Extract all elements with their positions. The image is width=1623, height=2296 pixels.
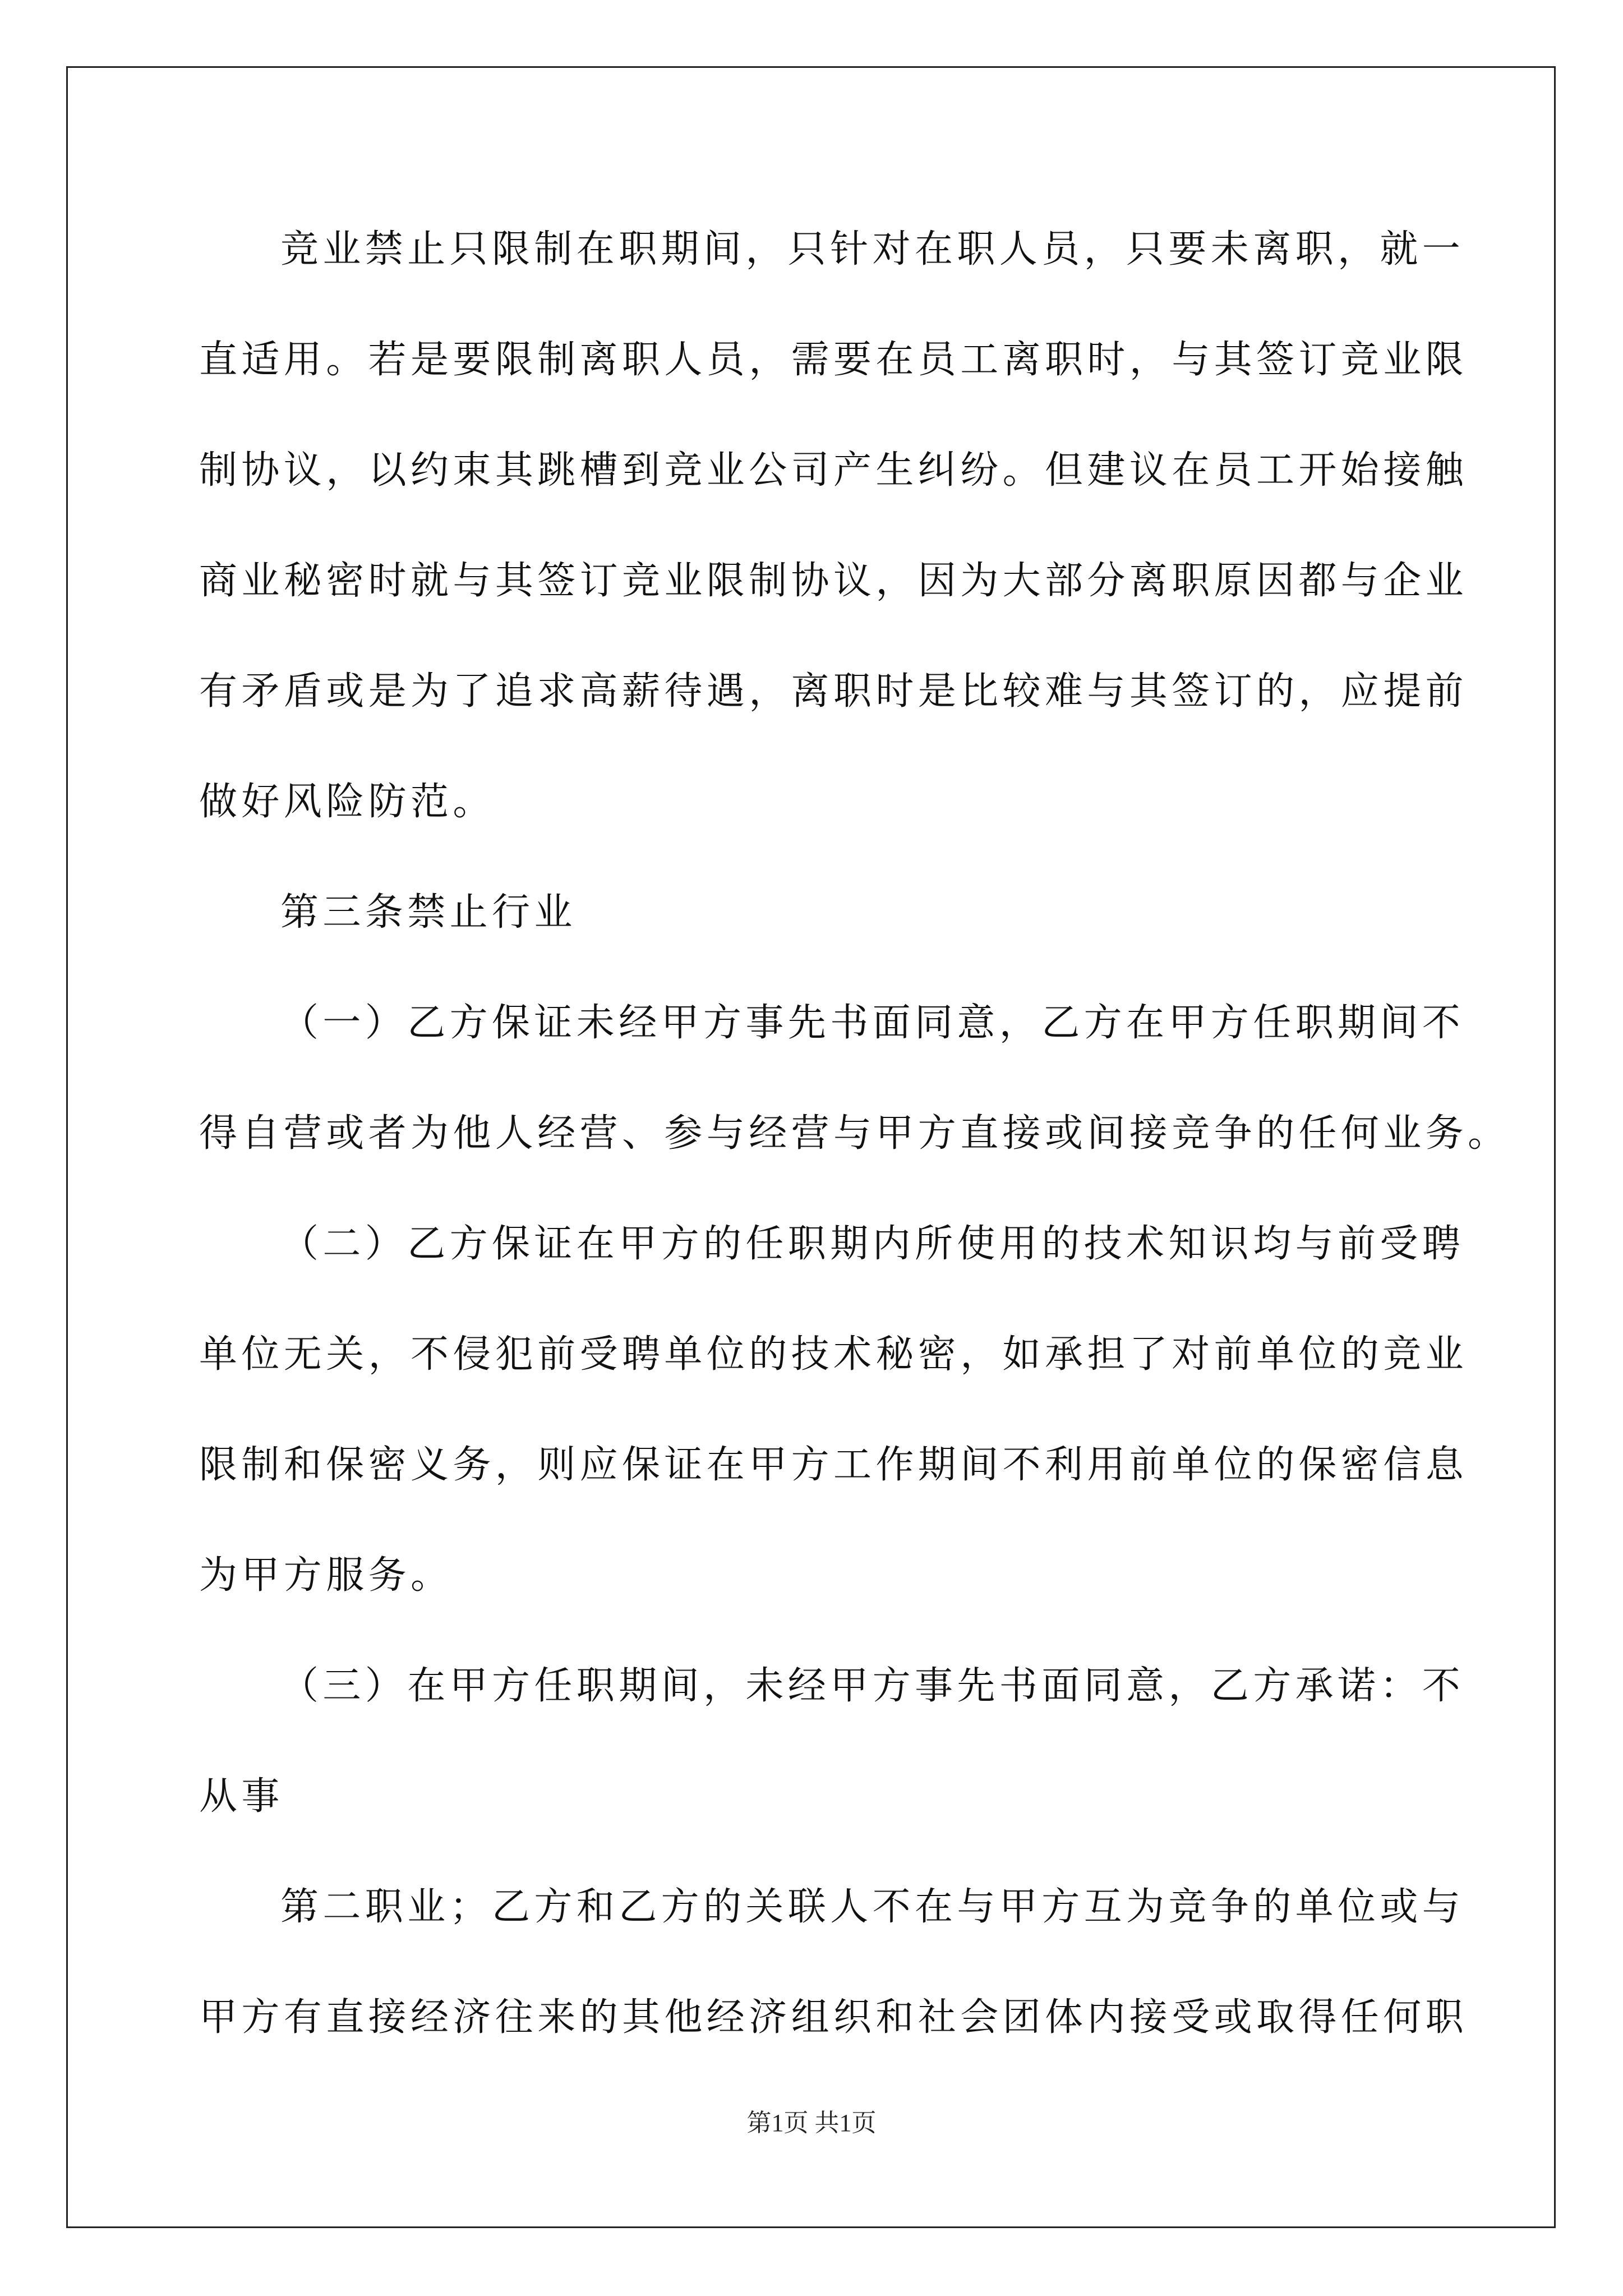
text-line: 直适用。若是要限制离职人员，需要在员工离职时，与其签订竞业限	[199, 338, 1468, 382]
text-line: 得自营或者为他人经营、参与经营与甲方直接或间接竞争的任何业务。	[199, 1111, 1510, 1156]
text-line: 有矛盾或是为了追求高薪待遇，离职时是比较难与其签订的，应提前	[199, 669, 1468, 714]
text-line: 商业秘密时就与其签订竞业限制协议，因为大部分离职原因都与企业	[199, 559, 1468, 603]
text-line: 竞业禁止只限制在职期间，只针对在职人员，只要未离职，就一	[280, 227, 1465, 272]
text-line: 限制和保密义务，则应保证在甲方工作期间不利用前单位的保密信息	[199, 1443, 1468, 1487]
text-line: 为甲方服务。	[199, 1553, 453, 1598]
section-heading: 第三条禁止行业	[280, 890, 577, 935]
text-line: 单位无关，不侵犯前受聘单位的技术秘密，如承担了对前单位的竞业	[199, 1332, 1468, 1377]
text-line: 甲方有直接经济往来的其他经济组织和社会团体内接受或取得任何职	[199, 1995, 1468, 2040]
text-line: 从事	[199, 1774, 284, 1819]
text-line: 第二职业；乙方和乙方的关联人不在与甲方互为竞争的单位或与	[280, 1885, 1465, 1929]
page-footer: 第1页 共1页	[746, 2109, 877, 2137]
text-line: 制协议，以约束其跳槽到竞业公司产生纠纷。但建议在员工开始接触	[199, 448, 1468, 493]
text-line: （二）乙方保证在甲方的任职期内所使用的技术知识均与前受聘	[280, 1222, 1465, 1266]
text-line: 做好风险防范。	[199, 780, 495, 824]
text-line: （一）乙方保证未经甲方事先书面同意，乙方在甲方任职期间不	[280, 1001, 1465, 1045]
text-line: （三）在甲方任职期间，未经甲方事先书面同意，乙方承诺：不	[280, 1664, 1465, 1708]
